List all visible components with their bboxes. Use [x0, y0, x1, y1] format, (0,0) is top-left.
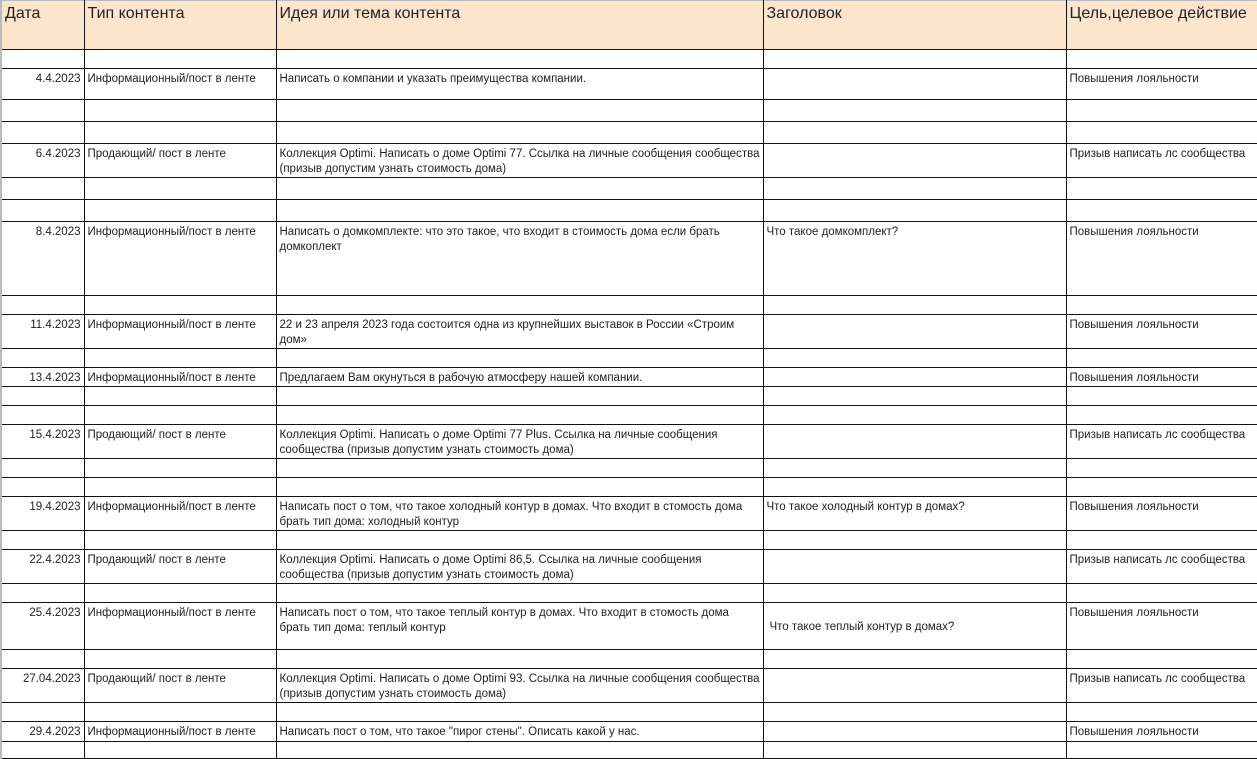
cell-title[interactable]: [763, 315, 1066, 349]
cell-content-type[interactable]: [84, 50, 276, 69]
header-date[interactable]: Дата: [1, 1, 84, 50]
cell-goal[interactable]: [1066, 200, 1257, 222]
table-row: [1, 550, 1257, 584]
cell-goal[interactable]: Повышения лояльности: [1066, 722, 1257, 742]
cell-content-type[interactable]: [84, 584, 276, 603]
cell-content-idea[interactable]: [276, 406, 763, 425]
header-content-idea[interactable]: Идея или тема контента: [276, 1, 763, 50]
table-row: [1, 425, 1257, 459]
cell-content-idea[interactable]: [276, 478, 763, 497]
cell-content-type[interactable]: [84, 200, 276, 222]
cell-content-type[interactable]: [84, 296, 276, 315]
cell-date[interactable]: 4.4.2023: [1, 69, 84, 100]
table-row: [1, 603, 1257, 650]
cell-goal[interactable]: Повышения лояльности: [1066, 69, 1257, 100]
table-row: [1, 703, 1257, 722]
cell-title[interactable]: [763, 459, 1066, 478]
cell-title[interactable]: Что такое холодный контур в домах?: [763, 497, 1066, 531]
cell-content-idea[interactable]: [276, 742, 763, 759]
cell-date[interactable]: [1, 387, 84, 406]
cell-content-type[interactable]: Информационный/пост в ленте: [84, 603, 276, 650]
cell-content-type[interactable]: Информационный/пост в ленте: [84, 722, 276, 742]
header-content-type[interactable]: Тип контента: [84, 1, 276, 50]
header-title[interactable]: Заголовок: [763, 1, 1066, 50]
cell-date[interactable]: [1, 100, 84, 122]
cell-goal[interactable]: [1066, 387, 1257, 406]
cell-title[interactable]: [763, 425, 1066, 459]
cell-goal[interactable]: Повышения лояльности: [1066, 603, 1257, 650]
cell-content-type[interactable]: [84, 742, 276, 759]
cell-content-type[interactable]: [84, 100, 276, 122]
cell-content-idea[interactable]: [276, 50, 763, 69]
cell-content-type[interactable]: [84, 406, 276, 425]
cell-date[interactable]: [1, 178, 84, 200]
cell-content-idea[interactable]: [276, 100, 763, 122]
cell-content-type[interactable]: [84, 349, 276, 368]
cell-content-idea[interactable]: [276, 584, 763, 603]
cell-content-type[interactable]: [84, 531, 276, 550]
cell-content-type[interactable]: Информационный/пост в ленте: [84, 69, 276, 100]
cell-title[interactable]: Что такое теплый контур в домах?: [763, 603, 1066, 650]
cell-content-type[interactable]: Продающий/ пост в ленте: [84, 550, 276, 584]
cell-date[interactable]: [1, 122, 84, 144]
cell-goal[interactable]: Призыв написать лс сообщества: [1066, 669, 1257, 703]
cell-content-idea[interactable]: Написать пост о том, что такое холодный контур в домах. Что входит в стомость дома брать тип дома: холодный контур: [276, 497, 763, 531]
cell-content-type[interactable]: Продающий/ пост в ленте: [84, 425, 276, 459]
cell-goal[interactable]: [1066, 100, 1257, 122]
cell-goal[interactable]: Повышения лояльности: [1066, 222, 1257, 296]
table-row: [1, 650, 1257, 669]
cell-title[interactable]: [763, 406, 1066, 425]
table-row: [1, 50, 1257, 69]
cell-goal[interactable]: [1066, 478, 1257, 497]
cell-title[interactable]: [763, 722, 1066, 742]
header-row: [1, 1, 1257, 50]
cell-date[interactable]: [1, 349, 84, 368]
cell-content-idea[interactable]: [276, 349, 763, 368]
table-row: [1, 200, 1257, 222]
cell-content-idea[interactable]: Коллекция Optimi. Написать о доме Optimi 93. Ссылка на личные сообщения сообщества (призыв допустим узнать стоимость дома): [276, 669, 763, 703]
cell-title[interactable]: [763, 296, 1066, 315]
cell-goal[interactable]: [1066, 296, 1257, 315]
cell-content-idea[interactable]: Написать о компании и указать преимущества компании.: [276, 69, 763, 100]
cell-date[interactable]: [1, 200, 84, 222]
table-row: [1, 315, 1257, 349]
cell-goal[interactable]: Повышения лояльности: [1066, 497, 1257, 531]
cell-title[interactable]: [763, 387, 1066, 406]
cell-goal[interactable]: Призыв написать лс сообщества: [1066, 550, 1257, 584]
cell-title[interactable]: [763, 349, 1066, 368]
cell-content-idea[interactable]: Предлагаем Вам окунуться в рабочую атмосферу нашей компании.: [276, 368, 763, 387]
cell-date[interactable]: 22.4.2023: [1, 550, 84, 584]
cell-goal[interactable]: [1066, 742, 1257, 759]
cell-goal[interactable]: Призыв написать лс сообщества: [1066, 425, 1257, 459]
table-row: [1, 531, 1257, 550]
cell-date[interactable]: 19.4.2023: [1, 497, 84, 531]
cell-content-type[interactable]: [84, 178, 276, 200]
cell-content-idea[interactable]: [276, 178, 763, 200]
cell-content-idea[interactable]: Написать пост о том, что такое теплый контур в домах. Что входит в стомость дома брать тип дома: теплый контур: [276, 603, 763, 650]
cell-date[interactable]: [1, 650, 84, 669]
table-row: [1, 742, 1257, 759]
cell-content-type[interactable]: Информационный/пост в ленте: [84, 222, 276, 296]
cell-content-idea[interactable]: Коллекция Optimi. Написать о доме Optimi 86,5. Ссылка на личные сообщения сообщества (призыв допустим узнать стоимость дома): [276, 550, 763, 584]
table-row: [1, 722, 1257, 742]
table-row: [1, 222, 1257, 296]
table-row: [1, 296, 1257, 315]
cell-title[interactable]: [763, 69, 1066, 100]
cell-title[interactable]: Что такое домкомплект?: [763, 222, 1066, 296]
cell-title[interactable]: [763, 100, 1066, 122]
cell-date[interactable]: 8.4.2023: [1, 222, 84, 296]
cell-content-idea[interactable]: [276, 459, 763, 478]
table-row: [1, 349, 1257, 368]
cell-content-idea[interactable]: Написать о домкомплекте: что это такое, что входит в стоимость дома если брать домкоплект: [276, 222, 763, 296]
cell-goal[interactable]: [1066, 531, 1257, 550]
cell-goal[interactable]: [1066, 122, 1257, 144]
cell-date[interactable]: [1, 742, 84, 759]
table-row: [1, 584, 1257, 603]
cell-content-idea[interactable]: [276, 296, 763, 315]
cell-content-type[interactable]: [84, 703, 276, 722]
cell-title[interactable]: [763, 368, 1066, 387]
cell-title[interactable]: [763, 178, 1066, 200]
cell-date[interactable]: [1, 459, 84, 478]
cell-title[interactable]: [763, 669, 1066, 703]
table-row: [1, 100, 1257, 122]
cell-content-type[interactable]: [84, 650, 276, 669]
cell-title[interactable]: [763, 742, 1066, 759]
cell-title[interactable]: [763, 200, 1066, 222]
table-row: [1, 368, 1257, 387]
cell-title[interactable]: [763, 550, 1066, 584]
cell-title[interactable]: [763, 531, 1066, 550]
cell-date[interactable]: [1, 531, 84, 550]
cell-content-idea[interactable]: [276, 703, 763, 722]
cell-date[interactable]: [1, 296, 84, 315]
cell-date[interactable]: 11.4.2023: [1, 315, 84, 349]
cell-content-type[interactable]: Информационный/пост в ленте: [84, 497, 276, 531]
cell-date[interactable]: [1, 50, 84, 69]
cell-content-idea[interactable]: 22 и 23 апреля 2023 года состоится одна из крупнейших выставок в России «Строим дом»: [276, 315, 763, 349]
cell-date[interactable]: [1, 406, 84, 425]
cell-goal[interactable]: Повышения лояльности: [1066, 315, 1257, 349]
cell-title[interactable]: [763, 50, 1066, 69]
cell-goal[interactable]: [1066, 50, 1257, 69]
cell-content-idea[interactable]: Коллекция Optimi. Написать о доме Optimi 77 Plus. Ссылка на личные сообщения сообщества (призыв допустим узнать стоимость дома): [276, 425, 763, 459]
cell-content-idea[interactable]: [276, 200, 763, 222]
cell-date[interactable]: 13.4.2023: [1, 368, 84, 387]
cell-content-idea[interactable]: [276, 387, 763, 406]
cell-title[interactable]: [763, 122, 1066, 144]
cell-title[interactable]: [763, 478, 1066, 497]
table-row: [1, 387, 1257, 406]
cell-content-idea[interactable]: Написать пост о том, что такое "пирог стены". Описать какой у нас.: [276, 722, 763, 742]
cell-content-idea[interactable]: [276, 122, 763, 144]
table-row: [1, 144, 1257, 178]
cell-content-type[interactable]: [84, 459, 276, 478]
cell-title[interactable]: [763, 703, 1066, 722]
table-row: [1, 122, 1257, 144]
cell-date[interactable]: [1, 584, 84, 603]
cell-goal[interactable]: Призыв написать лс сообщества: [1066, 144, 1257, 178]
cell-title[interactable]: [763, 650, 1066, 669]
cell-goal[interactable]: [1066, 650, 1257, 669]
table-row: [1, 497, 1257, 531]
cell-date[interactable]: 25.4.2023: [1, 603, 84, 650]
cell-title[interactable]: [763, 584, 1066, 603]
cell-goal[interactable]: [1066, 703, 1257, 722]
cell-goal[interactable]: [1066, 459, 1257, 478]
cell-content-idea[interactable]: [276, 650, 763, 669]
table-row: [1, 178, 1257, 200]
cell-goal[interactable]: [1066, 406, 1257, 425]
cell-content-type[interactable]: [84, 478, 276, 497]
header-goal[interactable]: Цель,целевое действие: [1066, 1, 1257, 50]
cell-content-idea[interactable]: Коллекция Optimi. Написать о доме Optimi 77. Ссылка на личные сообщения сообщества (призыв допустим узнать стоимость дома): [276, 144, 763, 178]
cell-date[interactable]: 6.4.2023: [1, 144, 84, 178]
cell-date[interactable]: [1, 703, 84, 722]
cell-date[interactable]: 15.4.2023: [1, 425, 84, 459]
cell-goal[interactable]: [1066, 178, 1257, 200]
table-row: [1, 69, 1257, 100]
cell-goal[interactable]: [1066, 584, 1257, 603]
cell-content-type[interactable]: Продающий/ пост в ленте: [84, 144, 276, 178]
cell-goal[interactable]: Повышения лояльности: [1066, 368, 1257, 387]
cell-content-type[interactable]: Продающий/ пост в ленте: [84, 669, 276, 703]
cell-title[interactable]: [763, 144, 1066, 178]
cell-content-type[interactable]: [84, 122, 276, 144]
table-row: [1, 669, 1257, 703]
cell-content-type[interactable]: [84, 387, 276, 406]
table-row: [1, 406, 1257, 425]
table-row: [1, 459, 1257, 478]
cell-date[interactable]: 29.4.2023: [1, 722, 84, 742]
table-row: [1, 478, 1257, 497]
cell-content-idea[interactable]: [276, 531, 763, 550]
cell-date[interactable]: 27.04.2023: [1, 669, 84, 703]
cell-content-type[interactable]: Информационный/пост в ленте: [84, 368, 276, 387]
cell-goal[interactable]: [1066, 349, 1257, 368]
cell-date[interactable]: [1, 478, 84, 497]
cell-content-type[interactable]: Информационный/пост в ленте: [84, 315, 276, 349]
